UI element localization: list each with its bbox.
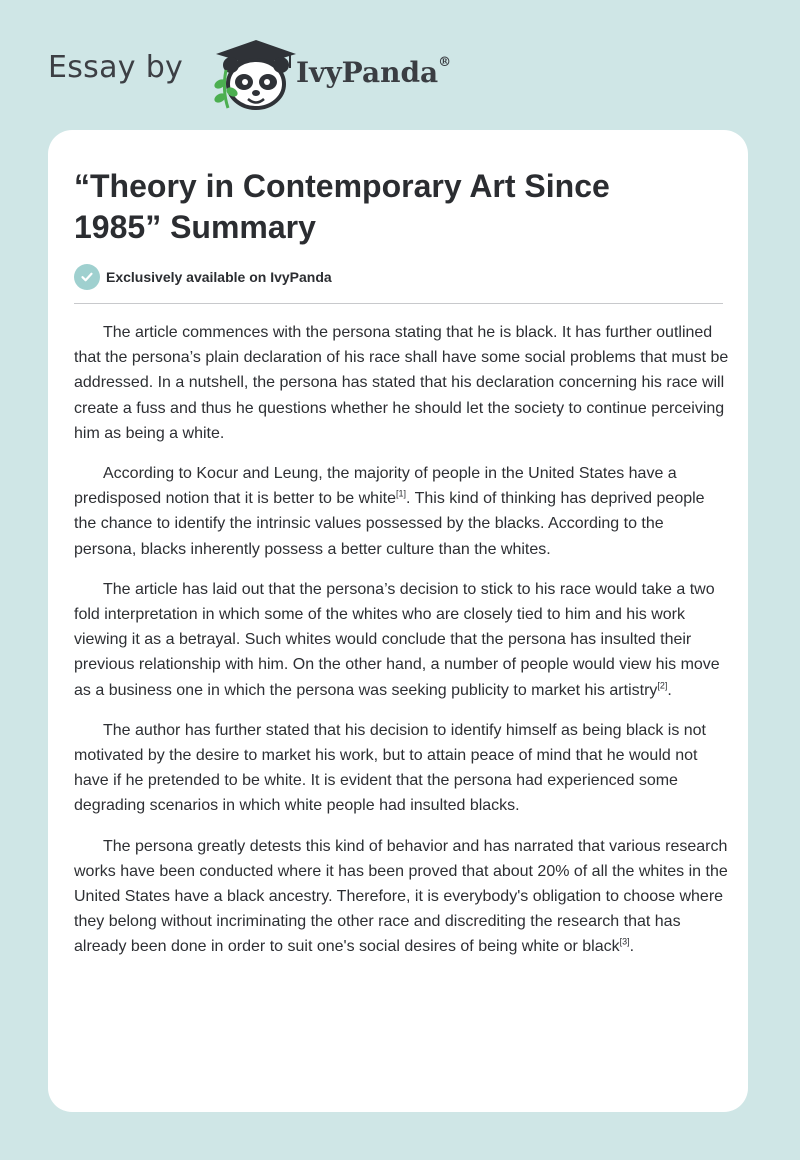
essay-card	[48, 130, 748, 1112]
brand-name-text: IvyPanda	[296, 56, 439, 89]
paragraph-5-text-a: The persona greatly detests this kind of behavior and has narrated that various research works have been conducted where it has been proved that about 20% of all the whites in the United States have a black ancestry. Therefore, it is everybody's obligation to choose where they belong without incriminating the other race and discrediting the research that has already been done in order to suit one's social desires of being white or black	[74, 837, 728, 956]
essay-title-line1: “Theory in Contemporary Art Since	[74, 168, 610, 204]
essay-body	[74, 320, 729, 975]
check-icon	[74, 264, 100, 290]
paragraph-3-text-b: .	[667, 681, 672, 699]
essay-title	[74, 166, 714, 248]
paragraph-3	[74, 577, 729, 703]
paragraph-5-text-b: .	[629, 938, 635, 956]
paragraph-2-text-a: According to Kocur and Leung, the majority of people in the United States have a predisposed notion that it is better to be white	[74, 465, 677, 508]
panda-graduate-icon[interactable]	[198, 32, 298, 112]
paragraph-3-text-a: The article has laid out that the persona’s decision to stick to his race would take a two fold interpretation in which some of the whites who are closely tied to him and his work viewing it as a betrayal. Such whites would conclude that the persona has insulted their previous relationship with him. On the other hand, a number of people would view his move as a business one in which the persona was seeking publicity to market his artistry	[74, 580, 720, 699]
exclusive-label: Exclusively available on IvyPanda	[106, 269, 332, 285]
footnote-ref-3[interactable]: [3]	[619, 937, 630, 948]
brand-name[interactable]	[296, 56, 451, 89]
paragraph-1	[74, 320, 729, 446]
exclusive-badge	[74, 263, 332, 291]
paragraph-4	[74, 718, 729, 819]
paragraph-1-text: The article commences with the persona stating that he is black. It has further outlined that the persona’s plain declaration of his race shall have some social problems that must be addressed. In a nutshell, the persona has stated that his declaration concerning his race will create a fuss and thus he questions whether he should let the society to continue perceiving him as being a white.	[74, 324, 729, 442]
paragraph-5	[74, 834, 729, 960]
essay-by-label: Essay by	[48, 50, 184, 85]
registered-mark: ®	[438, 54, 452, 70]
divider	[74, 303, 723, 304]
site-header	[48, 30, 508, 110]
footnote-ref-1[interactable]: [1]	[395, 488, 406, 499]
footnote-ref-2[interactable]: [2]	[657, 680, 668, 691]
paragraph-2	[74, 461, 729, 562]
paragraph-2-text-b: . This kind of thinking has deprived people the chance to identify the intrinsic values possessed by the blacks. According to the persona, blacks inherently possess a better culture than the whites.	[74, 490, 705, 558]
essay-title-line2: 1985” Summary	[74, 209, 316, 245]
paragraph-4-text: The author has further stated that his decision to identify himself as being black is not motivated by the desire to market his work, but to attain peace of mind that he would not have if he pretended to be white. It is evident that the persona had experienced some degrading scenarios in which white people had insulted blacks.	[74, 721, 706, 815]
